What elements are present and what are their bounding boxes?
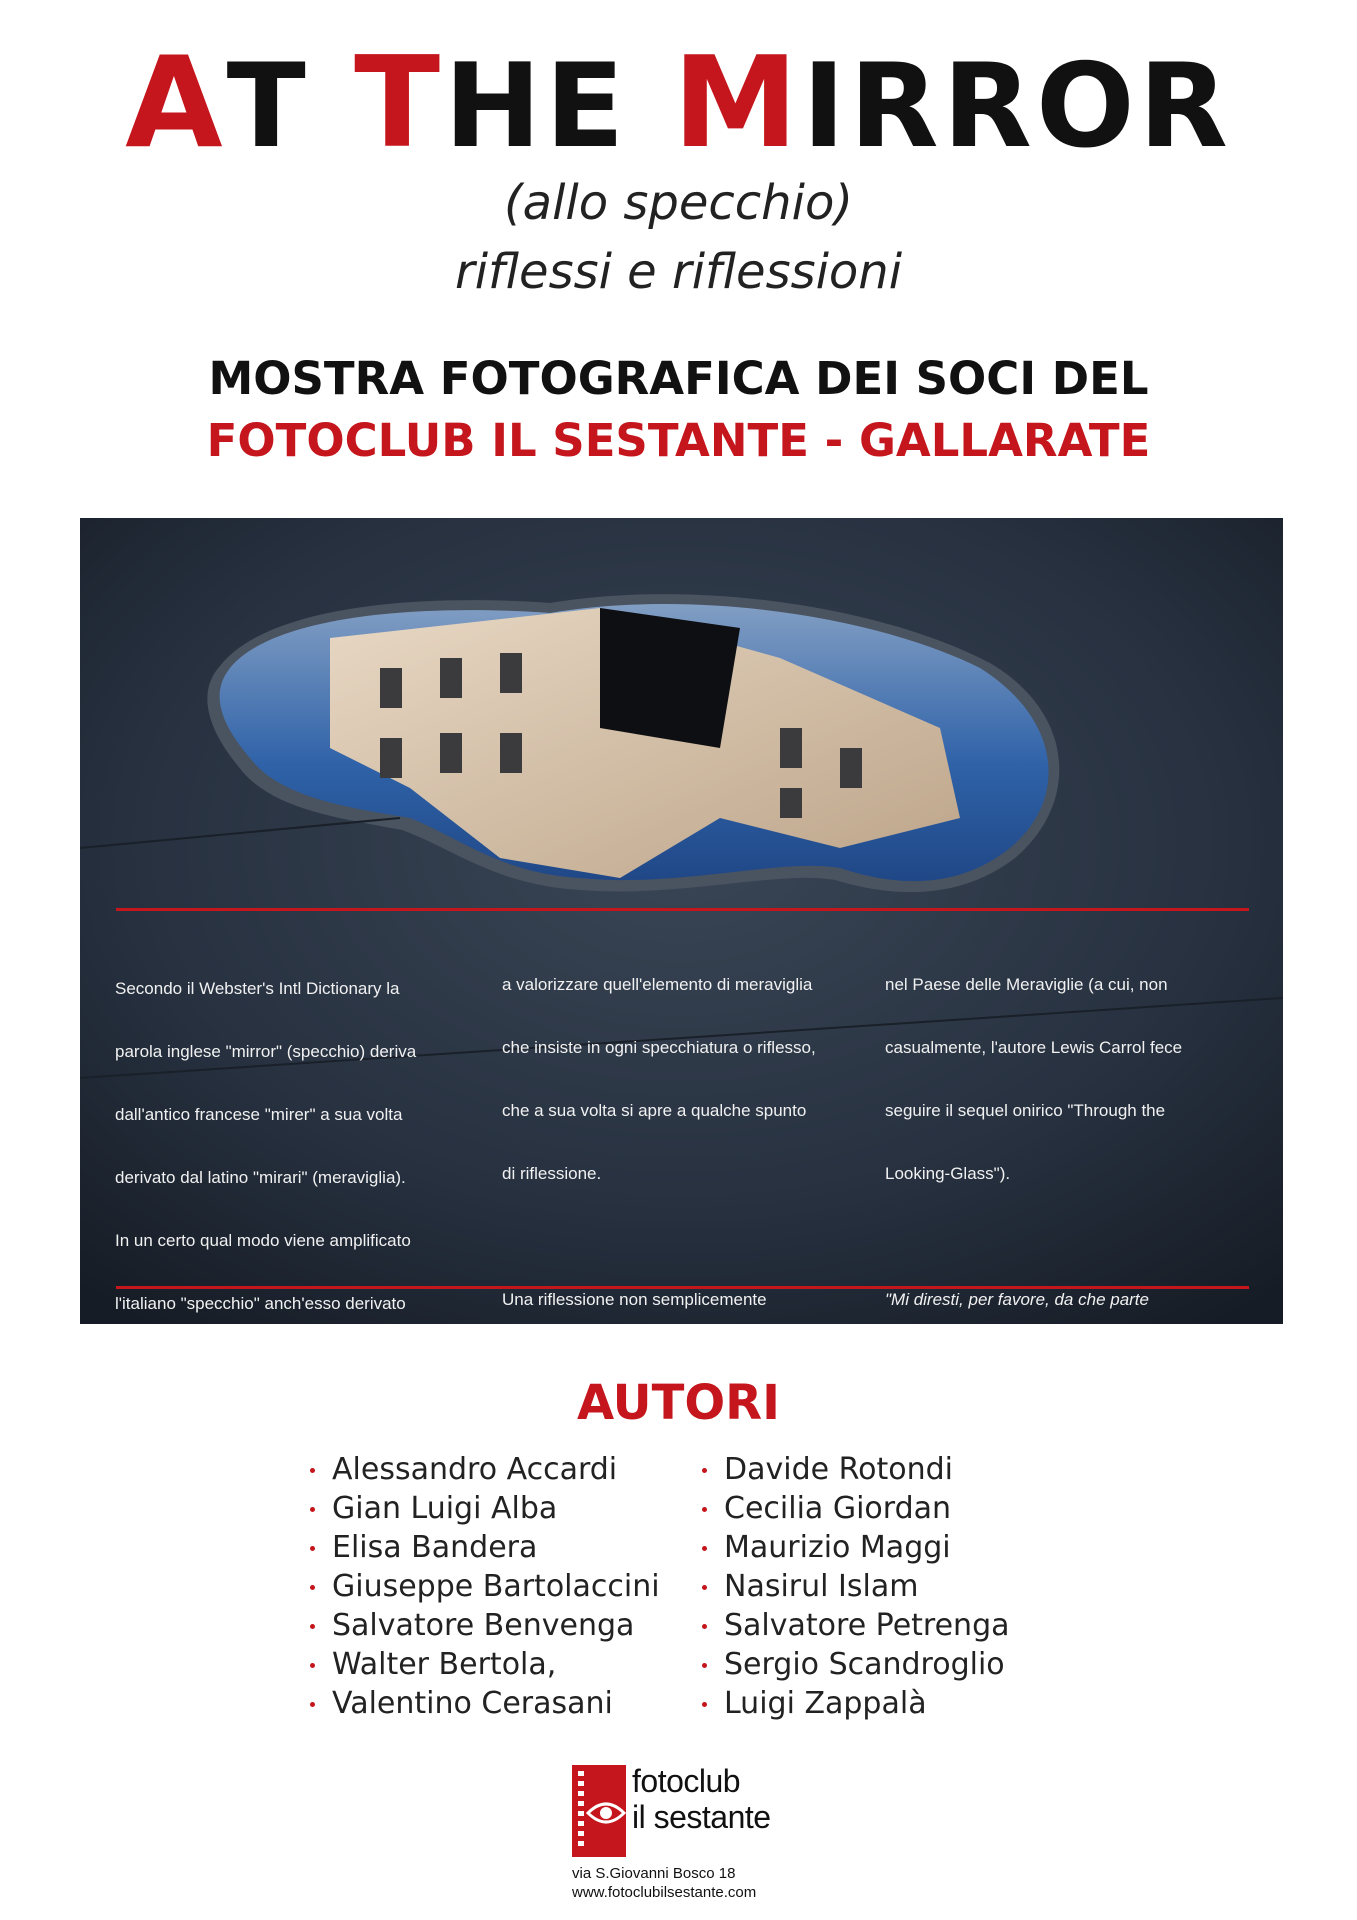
bullet-icon xyxy=(702,1507,707,1512)
subtitle-2: riflessi e riflessioni xyxy=(454,244,903,300)
author-item: Cecilia Giordan xyxy=(702,1489,1010,1528)
bullet-icon xyxy=(702,1546,707,1551)
author-item: Sergio Scandroglio xyxy=(702,1645,1010,1684)
title-letter-t: T xyxy=(354,29,445,176)
col2-line: Una riflessione non semplicemente xyxy=(502,1290,767,1309)
col3-quote-line: "Mi diresti, per favore, da che parte xyxy=(885,1290,1149,1309)
author-item: Davide Rotondi xyxy=(702,1450,1010,1489)
col2-line: di riflessione. xyxy=(502,1164,602,1183)
heading-exhibition: MOSTRA FOTOGRAFICA DEI SOCI DEL xyxy=(208,352,1149,405)
address-street: via S.Giovanni Bosco 18 xyxy=(572,1865,736,1882)
address-website[interactable]: www.fotoclubilsestante.com xyxy=(572,1884,757,1901)
bullet-icon xyxy=(310,1624,315,1629)
bullet-icon xyxy=(702,1663,707,1668)
text-column-2 xyxy=(502,932,816,1324)
col1-line: l'italiano "specchio" anch'esso derivato xyxy=(115,1294,406,1313)
bullet-icon xyxy=(310,1546,315,1551)
col2-line: che a sua volta si apre a qualche spunto xyxy=(502,1101,807,1120)
col2-line: a valorizzare quell'elemento di meraviglia xyxy=(502,975,813,994)
author-item: Salvatore Benvenga xyxy=(310,1606,660,1645)
text-column-1 xyxy=(115,936,421,1324)
logo-line-1: fotoclub xyxy=(632,1763,741,1799)
col3-line: nel Paese delle Meraviglie (a cui, non xyxy=(885,975,1168,994)
col3-line: Looking-Glass"). xyxy=(885,1164,1011,1183)
author-item: Gian Luigi Alba xyxy=(310,1489,660,1528)
col1-line: Secondo il Webster's Intl Dictionary la xyxy=(115,979,400,998)
authors-list-right xyxy=(702,1450,1010,1723)
col1-line: In un certo qual modo viene amplificato xyxy=(115,1231,411,1250)
main-title xyxy=(0,29,1357,176)
bullet-icon xyxy=(702,1585,707,1590)
author-item: Nasirul Islam xyxy=(702,1567,1010,1606)
author-item: Luigi Zappalà xyxy=(702,1684,1010,1723)
col1-line: parola inglese "mirror" (specchio) deriva xyxy=(115,1042,417,1061)
bullet-icon xyxy=(310,1507,315,1512)
title-part: T xyxy=(226,39,355,174)
puddle-photo xyxy=(80,518,1283,1324)
logo-line-2: il sestante xyxy=(632,1799,771,1835)
bullet-icon xyxy=(702,1624,707,1629)
authors-heading: AUTORI xyxy=(576,1375,780,1431)
bullet-icon xyxy=(702,1468,707,1473)
club-logo-text xyxy=(632,1763,771,1835)
club-logo-icon xyxy=(572,1765,626,1857)
bullet-icon xyxy=(310,1663,315,1668)
title-part: IRROR xyxy=(802,39,1232,174)
col1-line: dall'antico francese "mirer" a sua volta xyxy=(115,1105,403,1124)
author-item: Maurizio Maggi xyxy=(702,1528,1010,1567)
col2-line: che insiste in ogni specchiatura o riflesso, xyxy=(502,1038,816,1057)
author-item: Giuseppe Bartolaccini xyxy=(310,1567,660,1606)
bullet-icon xyxy=(702,1702,707,1707)
author-item: Salvatore Petrenga xyxy=(702,1606,1010,1645)
title-letter-a: A xyxy=(125,29,227,176)
author-item: Elisa Bandera xyxy=(310,1528,660,1567)
heading-club: FOTOCLUB IL SESTANTE - GALLARATE xyxy=(206,414,1151,467)
text-column-3 xyxy=(885,932,1190,1324)
title-part: HE xyxy=(444,39,673,174)
col3-line: casualmente, l'autore Lewis Carrol fece xyxy=(885,1038,1183,1057)
author-item: Walter Bertola, xyxy=(310,1645,660,1684)
authors-list-left xyxy=(310,1450,660,1723)
title-letter-m: M xyxy=(672,29,803,176)
divider-top xyxy=(116,908,1249,911)
col3-line: seguire il sequel onirico "Through the xyxy=(885,1101,1166,1120)
club-address xyxy=(572,1864,756,1902)
author-item: Alessandro Accardi xyxy=(310,1450,660,1489)
subtitle-1: (allo specchio) xyxy=(503,175,854,231)
bullet-icon xyxy=(310,1468,315,1473)
bullet-icon xyxy=(310,1585,315,1590)
col1-line: derivato dal latino "mirari" (meraviglia). xyxy=(115,1168,406,1187)
author-item: Valentino Cerasani xyxy=(310,1684,660,1723)
bullet-icon xyxy=(310,1702,315,1707)
